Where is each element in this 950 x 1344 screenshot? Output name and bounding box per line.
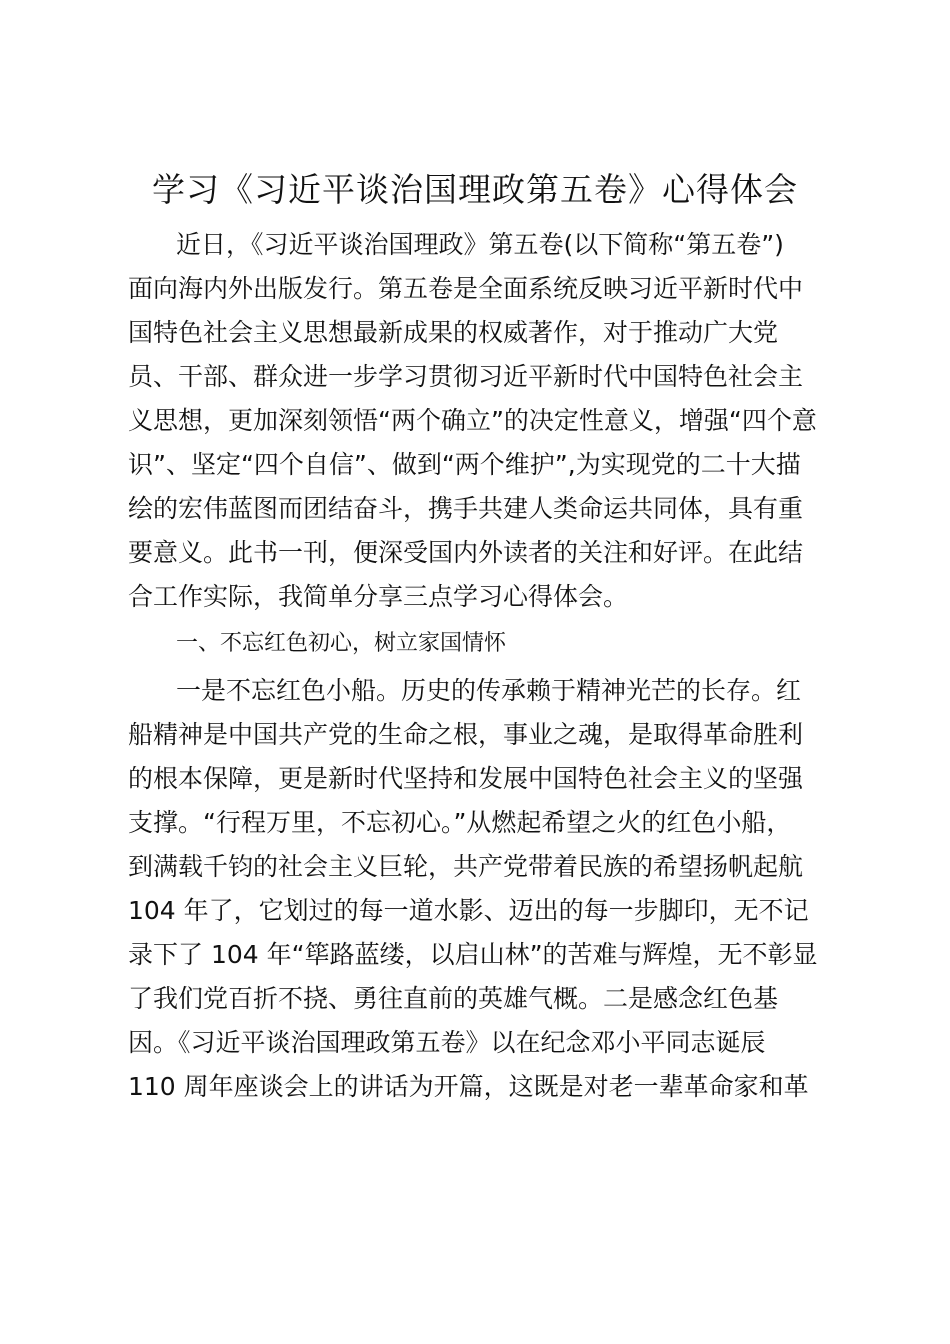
paragraph-line: 面向海内外出版发行。第五卷是全面系统反映习近平新时代中 <box>128 274 804 303</box>
paragraph-line: 义思想，更加深刻领悟“两个确立”的决定性意义，增强“四个意 <box>128 406 817 435</box>
paragraph-line: 录下了 104 年“筚路蓝缕，以启山林”的苦难与辉煌，无不彰显 <box>128 940 818 969</box>
section-heading: 一、不忘红色初心，树立家国情怀 <box>176 631 507 656</box>
paragraph-line: 的根本保障，更是新时代坚持和发展中国特色社会主义的坚强 <box>128 764 804 793</box>
paragraph-line: 到满载千钧的社会主义巨轮，共产党带着民族的希望扬帆起航 <box>128 852 804 881</box>
paragraph-line: 104 年了，它划过的每一道水影、迈出的每一步脚印，无不记 <box>128 896 809 925</box>
paragraph-line: 合工作实际，我简单分享三点学习心得体会。 <box>128 582 629 611</box>
paragraph-line: 近日，《习近平谈治国理政》第五卷(以下简称“第五卷”) <box>176 230 784 259</box>
paragraph-line: 了我们党百折不挠、勇往直前的英雄气概。二是感念红色基 <box>128 984 779 1013</box>
paragraph-line: 船精神是中国共产党的生命之根，事业之魂，是取得革命胜利 <box>128 720 804 749</box>
paragraph-line: 要意义。此书一刊，便深受国内外读者的关注和好评。在此结 <box>128 538 804 567</box>
paragraph-line: 110 周年座谈会上的讲话为开篇，这既是对老一辈革命家和革 <box>128 1072 809 1101</box>
paragraph-line: 一是不忘红色小船。历史的传承赖于精神光芒的长存。红 <box>176 676 802 705</box>
paragraph-line: 国特色社会主义思想最新成果的权威著作，对于推动广大党 <box>128 318 779 347</box>
paragraph-line: 员、干部、群众进一步学习贯彻习近平新时代中国特色社会主 <box>128 362 804 391</box>
paragraph-line: 绘的宏伟蓝图而团结奋斗，携手共建人类命运共同体，具有重 <box>128 494 804 523</box>
paragraph-line: 支撑。“行程万里，不忘初心。”从燃起希望之火的红色小船， <box>128 808 792 837</box>
paragraph-line: 因。《习近平谈治国理政第五卷》以在纪念邓小平同志诞辰 <box>128 1028 766 1057</box>
document-title: 学习《习近平谈治国理政第五卷》心得体会 <box>152 170 798 209</box>
paragraph-line: 识”、坚定“四个自信”、做到“两个维护”,为实现党的二十大描 <box>128 450 801 479</box>
